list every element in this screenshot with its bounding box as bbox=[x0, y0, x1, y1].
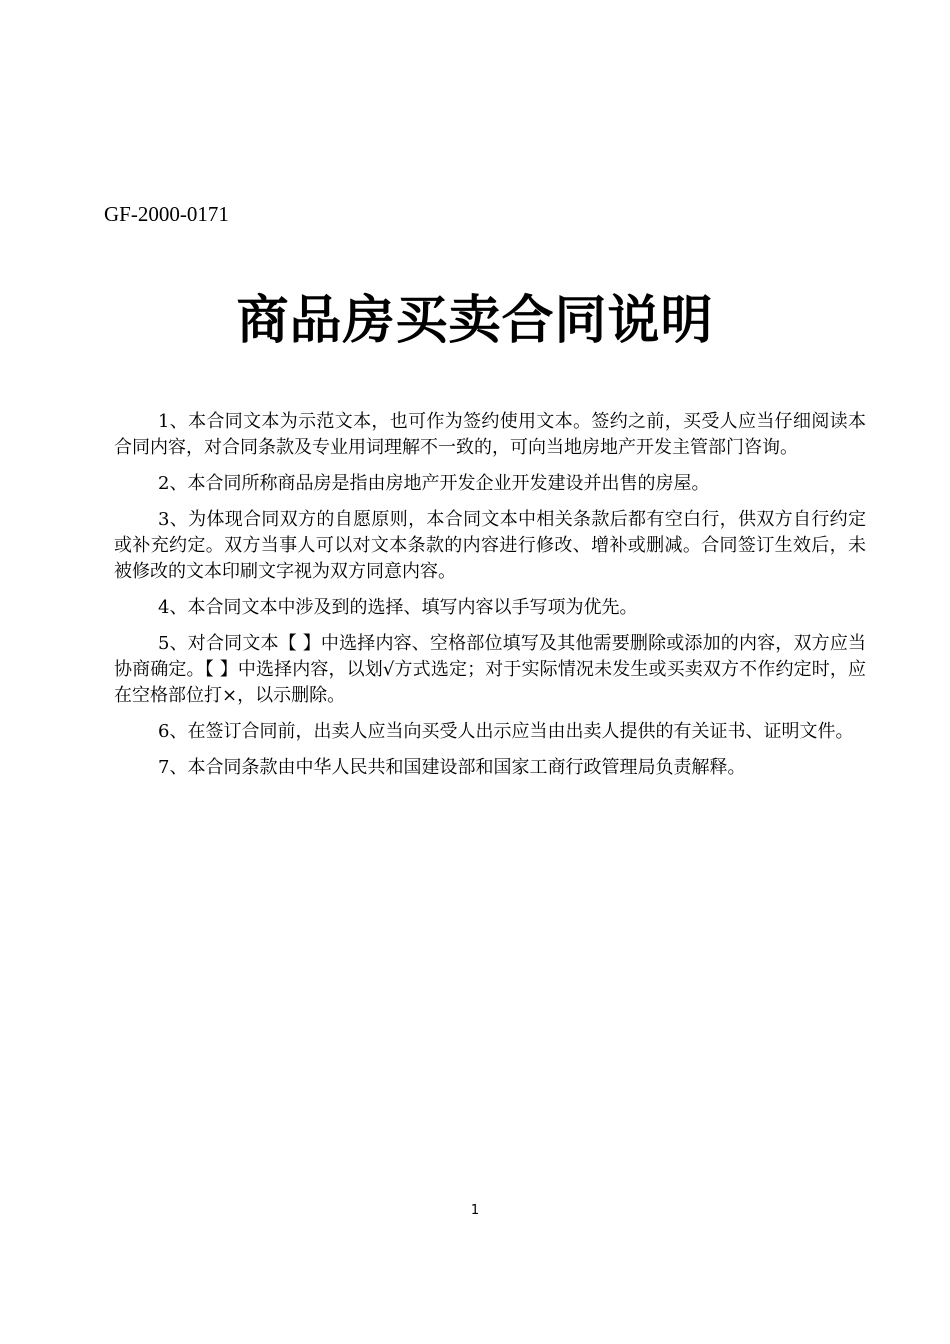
page-number: 1 bbox=[470, 1203, 480, 1218]
paragraph-2: 2、本合同所称商品房是指由房地产开发企业开发建设并出售的房屋。 bbox=[158, 473, 710, 494]
paragraph-5: 5、对合同文本【 】中选择内容、空格部位填写及其他需要删除或添加的内容，双方应当协商确定。【 】中选择内容，以划√方式选定；对于实际情况未发生或买卖双方不作约定时，应在空格部位打×，以示删除。 bbox=[114, 633, 866, 706]
paragraph-1: 1、本合同文本为示范文本，也可作为签约使用文本。签约之前，买受人应当仔细阅读本合同内容，对合同条款及专业用词理解不一致的，可向当地房地产开发主管部门咨询。 bbox=[114, 411, 866, 458]
document-body bbox=[114, 409, 866, 791]
paragraph-4: 4、本合同文本中涉及到的选择、填写内容以手写项为优先。 bbox=[158, 597, 638, 618]
document-code: GF-2000-0171 bbox=[104, 202, 229, 226]
page-title: 商品房买卖合同说明 bbox=[236, 291, 714, 351]
paragraph-3: 3、为体现合同双方的自愿原则，本合同文本中相关条款后都有空白行，供双方自行约定或补充约定。双方当事人可以对文本条款的内容进行修改、增补或删减。合同签订生效后，未被修改的文本印刷文字视为双方同意内容。 bbox=[114, 509, 866, 582]
paragraph-7: 7、本合同条款由中华人民共和国建设部和国家工商行政管理局负责解释。 bbox=[158, 757, 746, 778]
paragraph-6: 6、在签订合同前，出卖人应当向买受人出示应当由出卖人提供的有关证书、证明文件。 bbox=[158, 721, 854, 742]
